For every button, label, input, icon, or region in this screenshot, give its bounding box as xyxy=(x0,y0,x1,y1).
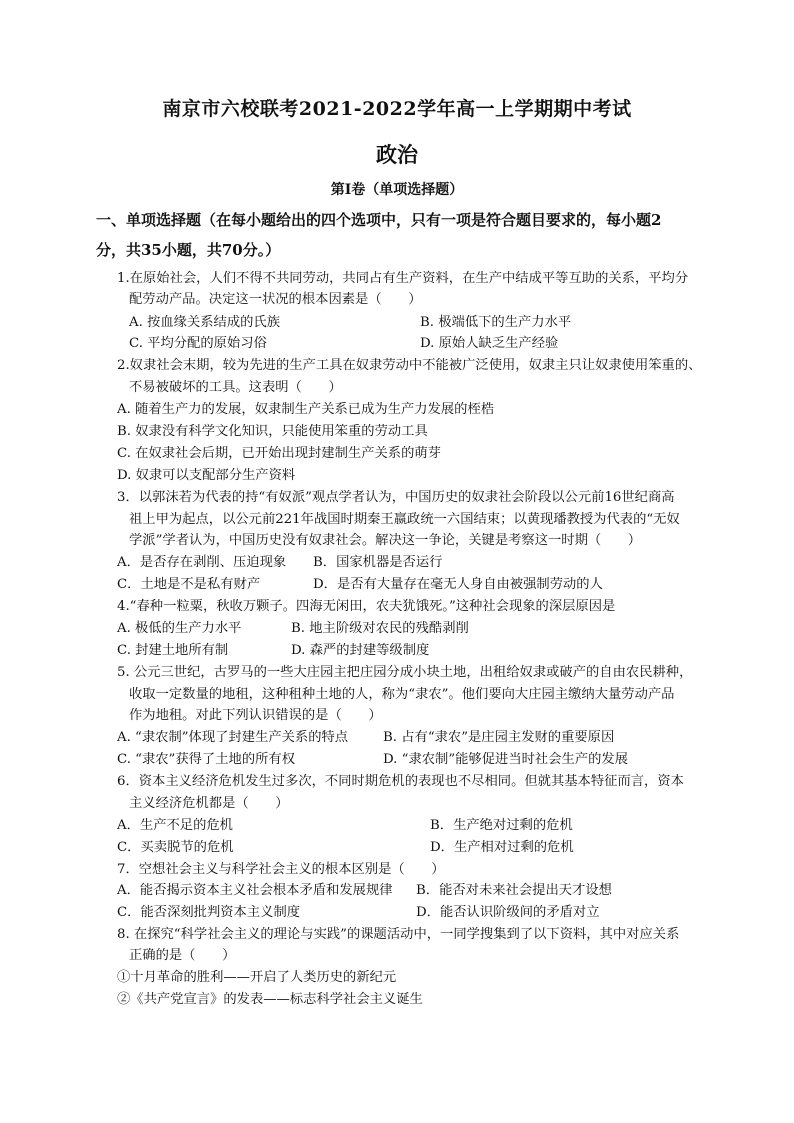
q2-stem-line-1: 2.奴隶社会末期，较为先进的生产工具在奴隶劳动中不能被广泛使用，奴隶主只让奴隶使用笨重的、 xyxy=(117,358,702,373)
q1-option-b: B. 极端低下的生产力水平 xyxy=(420,315,572,330)
q1-stem-line-2: 配劳动产品。决定这一状况的根本因素是（ ） xyxy=(129,292,422,307)
instructions-line-2: 分，共35小题，共70分。） xyxy=(96,241,281,259)
q4-option-d: D. 森严的封建等级制度 xyxy=(291,643,430,658)
q1-option-d: D. 原始人缺乏生产经验 xyxy=(420,336,559,351)
q7-option-d: D．能否认识阶级间的矛盾对立 xyxy=(416,905,600,920)
q2-option-a: A. 随着生产力的发展，奴隶制生产关系已成为生产力发展的桎梏 xyxy=(117,402,495,417)
q1-stem-line-1: 1.在原始社会，人们不得不共同劳动，共同占有生产资料，在生产中结成平等互助的关系，平均分 xyxy=(117,271,689,286)
q6-stem-line-1: 6．资本主义经济危机发生过多次，不同时期危机的表现也不尽相同。但就其基本特征而言，资本 xyxy=(117,774,684,789)
q3-option-a: A．是否存在剥削、压迫现象 xyxy=(117,555,287,570)
q3-option-c: C．土地是不是私有财产 xyxy=(117,577,261,592)
q2-option-c: C. 在奴隶社会后期，已开始出现封建制生产关系的萌芽 xyxy=(117,446,441,461)
q2-option-d: D. 奴隶可以支配部分生产资料 xyxy=(117,468,296,483)
q6-option-c: C．买卖脱节的危机 xyxy=(117,840,234,855)
q7-option-a: A．能否揭示资本主义社会根本矛盾和发展规律 xyxy=(117,883,393,898)
instructions-line-1: 一、单项选择题（在每小题给出的四个选项中，只有一项是符合题目要求的，每小题2 xyxy=(96,211,662,229)
q1-option-a: A. 按血缘关系结成的氏族 xyxy=(129,315,281,330)
q6-stem-line-2: 主义经济危机都是（ ） xyxy=(129,796,289,811)
section-heading: 第Ⅰ卷（单项选择题） xyxy=(330,182,464,198)
q5-stem-line-3: 作为地租。对此下列认识错误的是（ ） xyxy=(129,708,382,723)
q8-statement-2: ②《共产党宣言》的发表——标志科学社会主义诞生 xyxy=(117,992,423,1007)
q6-option-a: A．生产不足的危机 xyxy=(117,818,233,833)
q7-option-c: C．能否深刻批判资本主义制度 xyxy=(117,905,301,920)
q4-option-b: B. 地主阶级对农民的残酷剥削 xyxy=(291,621,469,636)
exam-title: 南京市六校联考2021-2022学年高一上学期期中考试 xyxy=(162,98,632,120)
q2-stem-line-2: 不易被破坏的工具。这表明（ ） xyxy=(129,380,342,395)
q5-option-a: A. “隶农制”体现了封建生产关系的特点 xyxy=(117,730,349,745)
q8-statement-1: ①十月革命的胜利——开启了人类历史的新纪元 xyxy=(117,970,397,985)
q5-stem-line-1: 5. 公元三世纪，古罗马的一些大庄园主把庄园分成小块土地，出租给奴隶或破产的自由农民耕种， xyxy=(117,665,693,680)
q5-option-b: B. 占有“隶农”是庄园主发财的重要原因 xyxy=(383,730,615,745)
q3-option-b: B．国家机器是否运行 xyxy=(313,555,443,570)
q5-option-c: C. “隶农”获得了土地的所有权 xyxy=(117,752,296,767)
q4-option-a: A. 极低的生产力水平 xyxy=(117,621,242,636)
q3-stem-line-3: 学派”学者认为，中国历史没有奴隶社会。解决这一争论，关键是考察这一时期（ ） xyxy=(129,533,642,548)
q4-stem-line-1: 4.“春种一粒粟，秋收万颗子。四海无闲田，农夫犹饿死。”这种社会现象的深层原因是 xyxy=(117,599,616,614)
q5-stem-line-2: 收取一定数量的地租，这种租种土地的人，称为“隶农”。他们要向大庄园主缴纳大量劳动产品 xyxy=(129,687,675,702)
q2-option-b: B. 奴隶没有科学文化知识，只能使用笨重的劳动工具 xyxy=(117,424,428,439)
q8-stem-line-2: 正确的是（ ） xyxy=(129,948,236,963)
q6-option-b: B．生产绝对过剩的危机 xyxy=(430,818,573,833)
q4-option-c: C. 封建土地所有制 xyxy=(117,643,229,658)
q3-option-d: D．是否有大量存在毫无人身自由被强制劳动的人 xyxy=(313,577,603,592)
q7-stem-line-1: 7．空想社会主义与科学社会主义的根本区别是（ ） xyxy=(117,862,445,877)
q3-stem-line-2: 祖上甲为起点，以公元前221年战国时期秦王嬴政统一六国结束；以黄现璠教授为代表的“无奴 xyxy=(129,512,680,527)
section-instructions xyxy=(96,205,700,265)
q5-option-d: D. “隶农制”能够促进当时社会生产的发展 xyxy=(383,752,628,767)
q6-option-d: D．生产相对过剩的危机 xyxy=(430,840,574,855)
q7-option-b: B．能否对未来社会提出天才设想 xyxy=(416,883,612,898)
subject-title: 政治 xyxy=(376,142,418,167)
q1-option-c: C. 平均分配的原始习俗 xyxy=(129,336,267,351)
q8-stem-line-1: 8. 在探究“科学社会主义的理论与实践”的课题活动中，一同学搜集到了以下资料，其中对应关系 xyxy=(117,927,680,942)
q3-stem-line-1: 3．以郭沫若为代表的持“有奴派”观点学者认为，中国历史的奴隶社会阶段以公元前16世纪商高 xyxy=(117,490,675,505)
